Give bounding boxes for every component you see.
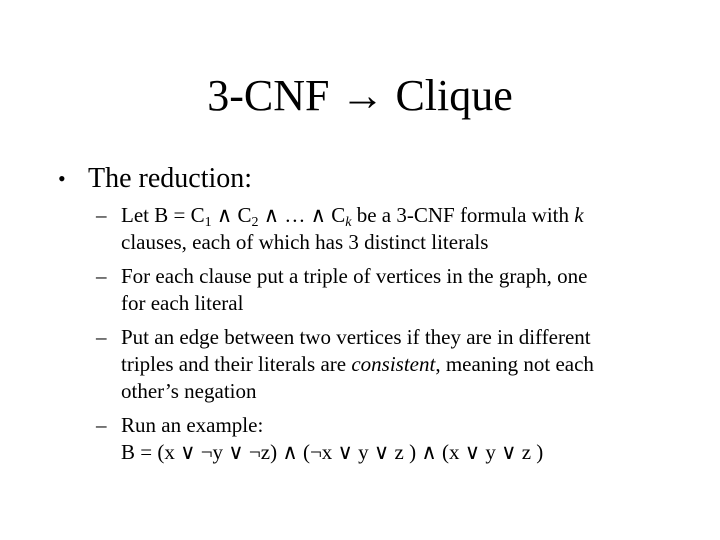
sub-item-line [121, 351, 696, 378]
text-run: triples and their literals are [121, 352, 352, 376]
text-run: Let B = C [121, 203, 205, 227]
text-run: ∧ C [211, 203, 252, 227]
italic-consistent: consistent [351, 352, 436, 376]
text-run: , meaning not each [435, 352, 594, 376]
text-run: be a 3-CNF formula with [351, 203, 575, 227]
example-formula: B = (x ∨ ¬y ∨ ¬z) ∧ (¬x ∨ y ∨ z ) ∧ (x ∨ y ∨ z ) [121, 440, 544, 464]
subscript: 1 [204, 215, 212, 230]
sub-item-line: For each clause put a triple of vertices in the graph, one [121, 264, 588, 288]
main-bullet-text: The reduction: [88, 163, 253, 194]
bullet-marker: • [58, 166, 66, 191]
sub-item-vertex-triples [96, 263, 696, 317]
sub-item-formula-definition [96, 202, 696, 256]
sub-item-line: Run an example: [121, 413, 264, 437]
dash-marker: – [96, 413, 107, 437]
sub-item-line: other’s negation [121, 379, 257, 403]
sub-item-edges [96, 324, 696, 405]
text-run: ∧ … ∧ C [258, 203, 346, 227]
sub-item-line: for each literal [121, 291, 244, 315]
dash-marker: – [96, 203, 107, 227]
dash-marker: – [96, 264, 107, 288]
sub-item-line [121, 202, 696, 229]
italic-k: k [574, 203, 584, 227]
dash-marker: – [96, 325, 107, 349]
subscript: 2 [251, 215, 259, 230]
subscript-k: k [345, 215, 352, 230]
sub-bullet-list [96, 202, 696, 473]
sub-item-line: clauses, each of which has 3 distinct literals [121, 230, 489, 254]
slide-title: 3-CNF → Clique [207, 71, 513, 120]
sub-item-line: Put an edge between two vertices if they are in different [121, 325, 591, 349]
sub-item-example [96, 412, 696, 466]
